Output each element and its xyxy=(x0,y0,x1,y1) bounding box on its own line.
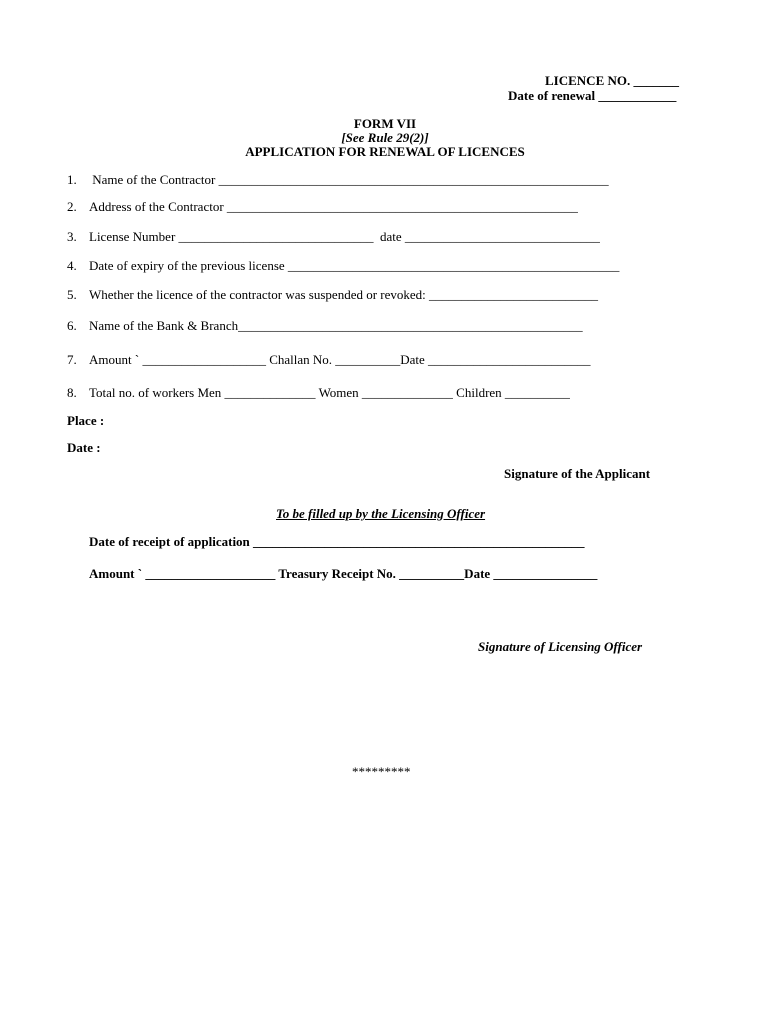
item-text: Name of the Bank & Branch_____________________________________________________ xyxy=(89,318,583,333)
item-text: Date of expiry of the previous license ___________________________________________________ xyxy=(89,258,620,273)
date-label: Date : xyxy=(67,440,101,455)
item-text: License Number ______________________________ date ______________________________ xyxy=(89,229,600,244)
item-text: Total no. of workers Men ______________ Women ______________ Children __________ xyxy=(89,385,570,400)
form-title: FORM VII xyxy=(353,116,417,131)
date-of-renewal: Date of renewal ____________ xyxy=(508,88,677,103)
end-mark: ********* xyxy=(352,764,411,779)
item-number: 4. xyxy=(67,258,77,273)
receipt-date-line: Date of receipt of application ___________________________________________________ xyxy=(89,534,585,549)
licence-no: LICENCE NO. _______ xyxy=(545,73,679,88)
item-text: Name of the Contractor ____________________________________________________________ xyxy=(89,172,609,187)
item-number: 3. xyxy=(67,229,77,244)
officer-section-heading: To be filled up by the Licensing Officer xyxy=(276,506,486,521)
item-number: 6. xyxy=(67,318,77,333)
place-label: Place : xyxy=(67,413,105,428)
item-text: Amount ` ___________________ Challan No. __________Date _________________________ xyxy=(89,352,591,367)
item-number: 2. xyxy=(67,199,77,214)
item-number: 7. xyxy=(67,352,77,367)
item-text: Whether the licence of the contractor was suspended or revoked: __________________________ xyxy=(89,287,599,302)
item-text: Address of the Contractor ______________________________________________________ xyxy=(89,199,578,214)
rule-reference: [See Rule 29(2)] xyxy=(341,130,429,145)
item-number: 5. xyxy=(67,287,77,302)
officer-signature: Signature of Licensing Officer xyxy=(478,639,643,654)
officer-amount-line: Amount ` ____________________ Treasury Receipt No. __________Date ________________ xyxy=(89,566,598,581)
item-number: 8. xyxy=(67,385,77,400)
applicant-signature: Signature of the Applicant xyxy=(504,466,651,481)
form-heading: APPLICATION FOR RENEWAL OF LICENCES xyxy=(245,144,525,159)
item-number: 1. xyxy=(67,172,77,187)
